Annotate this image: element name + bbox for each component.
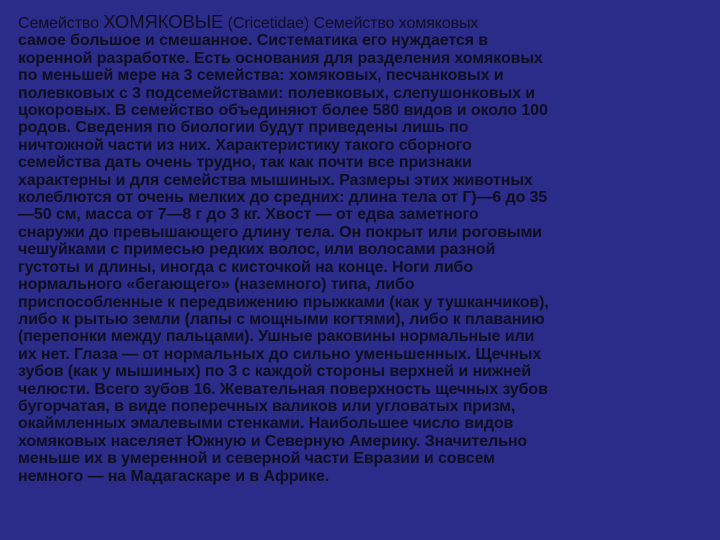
text-line: приспособленные к передвижению прыжками (как у тушканчиков), — [18, 293, 549, 311]
text-line: ничтожной части из них. Характеристику такого сборного — [18, 136, 472, 154]
text-line: либо к рытью земли (лапы с мощными когтями), либо к плаванию — [18, 310, 545, 328]
heading-prefix: Семейство — [18, 15, 104, 32]
body-text — [18, 13, 618, 485]
text-line: колеблются от очень мелких до средних: длина тела от Г)—6 до 35 — [18, 189, 548, 207]
heading-line — [18, 11, 479, 32]
text-line: (перепонки между пальцами). Ушные раковины нормальные или — [18, 328, 535, 346]
text-line: зубов (как у мышиных) по 3 с каждой стороны верхней и нижней — [18, 363, 532, 381]
text-line: челюсти. Всего зубов 16. Жевательная поверхность щечных зубов — [18, 380, 548, 398]
text-line: снаружи до превышающего длину тела. Он покрыт или роговыми — [18, 223, 542, 241]
text-line: густоты и длины, иногда с кисточкой на конце. Ноги либо — [18, 258, 474, 276]
text-line: немного — на Мадагаскаре и в Африке. — [18, 467, 330, 485]
text-line: характерны и для семейства мышиных. Размеры этих животных — [18, 171, 533, 189]
text-line: коренной разработке. Есть основания для разделения хомяковых — [18, 49, 543, 67]
text-line: родов. Сведения по биологии будут приведены лишь по — [18, 119, 469, 137]
text-line: бугорчатая, в виде поперечных валиков или угловатых призм, — [18, 397, 516, 415]
text-line: их нет. Глаза — от нормальных до сильно уменьшенных. Щечных — [18, 345, 542, 363]
text-line: чешуйками с примесью редких волос, или волосами разной — [18, 241, 496, 259]
text-line: нормального «бегающего» (наземного) типа, либо — [18, 276, 415, 294]
text-line: самое большое и смешанное. Систематика его нуждается в — [18, 32, 488, 50]
text-line: окаймленных эмалевыми стенками. Наибольшее число видов — [18, 415, 514, 433]
family-name: ХОМЯКОВЫЕ — [103, 11, 224, 32]
text-line: меньше их в умеренной и северной части Евразии и совсем — [18, 450, 495, 468]
text-line: —50 см, масса от 7—8 г до 3 кг. Хвост — от едва заметного — [18, 206, 479, 224]
text-line: по меньшей мере на 3 семейства: хомяковых, песчанковых и — [18, 67, 504, 85]
text-line: хомяковых населяет Южную и Северную Америку. Значительно — [18, 432, 528, 450]
text-line: полевковых с 3 подсемействами: полевковых, слепушонковых и — [18, 84, 535, 102]
text-line: цокоровых. В семейство объединяют более 580 видов и около 100 — [18, 102, 548, 120]
text-line: семейства дать очень трудно, так как почти все признаки — [18, 154, 472, 172]
heading-latin: (Cricetidae) Семейство хомяковых — [223, 15, 479, 32]
